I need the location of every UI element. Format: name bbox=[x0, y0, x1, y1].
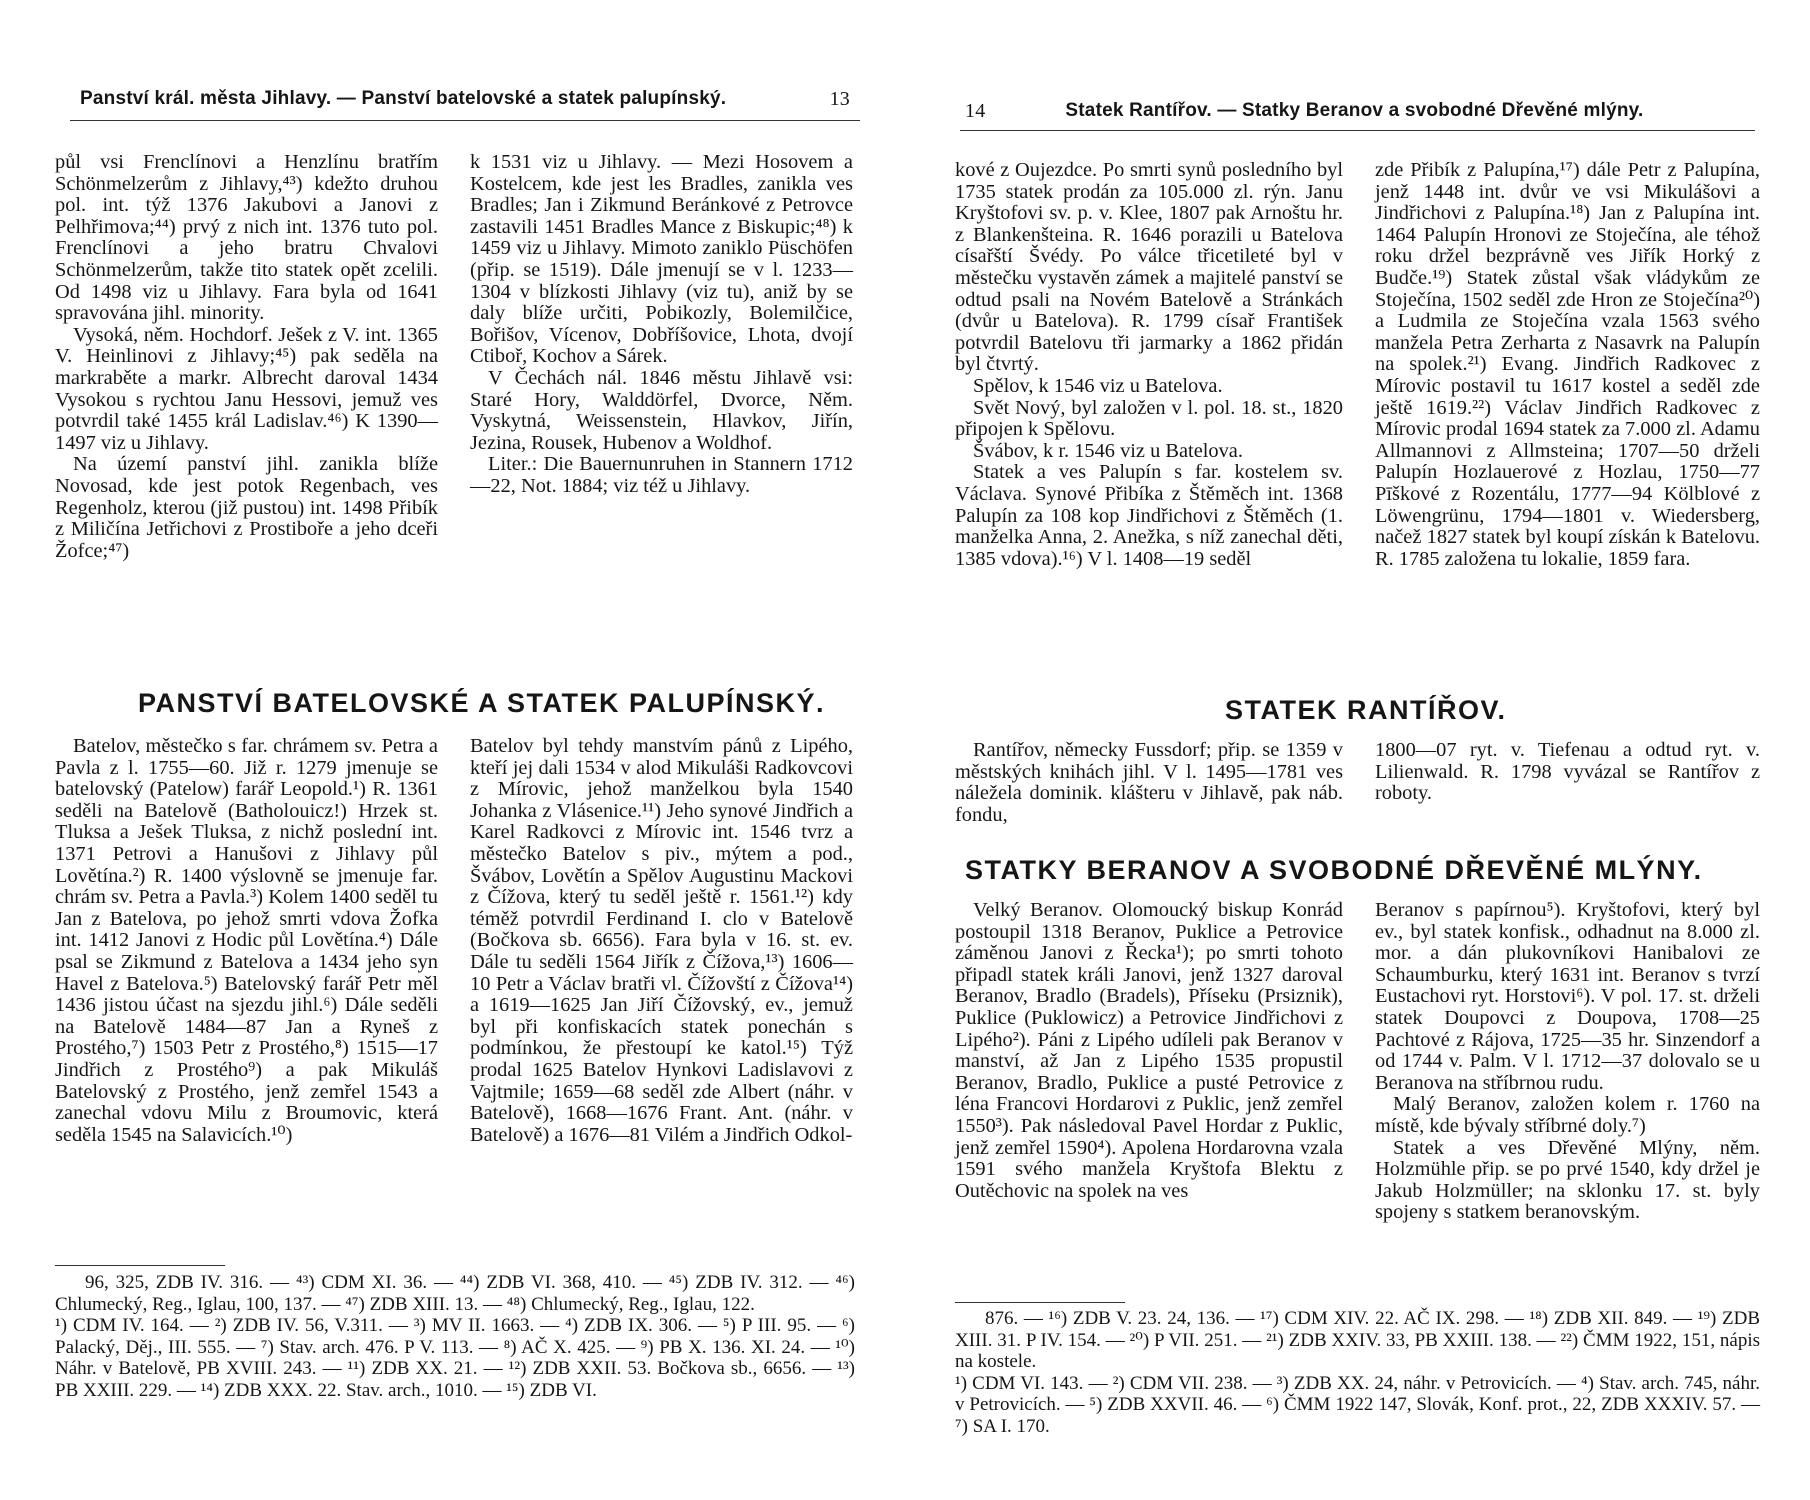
header-rule bbox=[70, 120, 860, 121]
footnote-block: ¹) CDM IV. 164. — ²) ZDB IV. 56, V.311. — ³) MV II. 1663. — ⁴) ZDB IX. 306. — ⁵) P III. 95. — ⁶) Palacký, Děj., III. 555. — ⁷) Stav. arch. 476. P V. 113. — ⁸) AČ X. 425. — ⁹) PB X. 136. XI. 24. — ¹⁰) Náhr. v Batelově, PB XVIII. 243. — ¹¹) ZDB XX. 21. — ¹²) ZDB XXII. 53. Bočkova sb., 6656. — ¹³) PB XXIII. 229. — ¹⁴) ZDB XXX. 22. Stav. arch., 1010. — ¹⁵) ZDB VI. bbox=[55, 1315, 855, 1401]
footnote-rule bbox=[55, 1265, 225, 1266]
paragraph-drevene-mlyny: Statek a ves Dřevěné Mlýny, něm. Holzmühle přip. se po prvé 1540, kdy držel je Jakub Holzmüller; na sklonku 17. st. byly spojeny s statkem beranovským. bbox=[1375, 1136, 1760, 1224]
paragraph-svet-novy: Svět Nový, byl založen v l. pol. 18. st., 1820 připojen k Spělovu. bbox=[955, 396, 1343, 441]
footnotes-right bbox=[955, 1308, 1760, 1437]
running-head-left bbox=[80, 88, 850, 111]
running-head-right bbox=[965, 100, 1755, 123]
right-page bbox=[905, 0, 1810, 1500]
section-title-rantirov: STATEK RANTÍŘOV. bbox=[1225, 695, 1507, 725]
paragraph-batelov: Batelov, městečko s far. chrámem sv. Petra a Pavla z l. 1755—60. Již r. 1279 jmenuje se batelovský (Patelow) farář Leopold.¹) R. 1361 seděli na Batelově (Batholouicz!) Hrzek st. Tluksa a Ješek Tluksa, z nichž poslední int. 1371 Petrovi a Hanušovi z Jihlavy půl Lovětína.²) R. 1400 výslovně se jmenuje far. chrám sv. Petra a Pavla.³) Kolem 1400 seděl tu Jan z Batelova, po jehož smrti vdova Žofka int. 1412 Janovi z Hodic půl Lovětína.⁴) Dále psal se Zikmund z Batelova a 1434 jeho syn Havel z Batelova.⁵) Batelovský farář Petr měl 1436 jistou účast na sjezdu jihl.⁶) Dále seděli na Batelově 1484—87 Jan a Ryneš z Prostého,⁷) 1503 Petr z Prostého,⁸) 1515—17 Jindřich z Prostého⁹) a pak Mikuláš Batelovský z Prostého, jenž zemřel 1543 a zanechal vdovu Milu z Broumovic, která seděla 1545 na Salavicích.¹⁰) bbox=[55, 735, 438, 1146]
rantirov-column-1 bbox=[955, 740, 1343, 826]
paragraph-svabov: Švábov, k r. 1546 viz u Batelova. bbox=[973, 439, 1243, 462]
paragraph: Batelov byl tehdy manstvím pánů z Lipého, kteří jej dali 1534 v alod Mikuláši Radkovcovi z Mírovic, jehož manželkou byla 1540 Johanka z Vlásenice.¹¹) Jeho synové Jindřich a Karel Radkovci z Mírovic int. 1546 tvrz a městečko Batelov s piv., mýtem a pod., Švábov, Lovětín a Spělov Augustinu Mackovi z Čížova, který tu seděl ještě r. 1561.¹²) kdy téměž potvrdil Ferdinand I. clo v Batelově (Bočkova sb. 6656). Fara byla v 16. st. ev. Dále tu seděli 1564 Jiřík z Čížova,¹³) 1606—10 Petr a Václav bratři vl. Čížovští z Čížova¹⁴) a 1619—1625 Jan Jiří Čížovský, ev., jemuž byl při konfiskacích statek ponechán s podmínkou, že přestoupí ke katol.¹⁵) Týž prodal 1625 Batelov Hynkovi Ladislavovi z Vajtmile; 1659—68 seděl zde Albert (náhr. v Batelově), 1668—1676 Frant. Ant. (náhr. v Batelově) a 1676—81 Vilém a Jindřich Odkol- bbox=[470, 735, 853, 1146]
paragraph: zde Přibík z Palupína,¹⁷) dále Petr z Palupína, jenž 1448 int. dvůr ve vsi Mikulášovi a Jindřichovi z Palupína.¹⁸) Jan z Palupína int. 1464 Palupín Hronovi ze Stoječína, ale téhož roku držel bezprávně ves Jiřík Horký z Budče.¹⁹) Statek zůstal však vládykům ze Stoječína, 1502 seděl zde Hron ze Stoječína²⁰) a Ludmila ze Stoječína vzala 1563 svého manžela Petra Zerharta z Nasavrk na Palupín na spolek.²¹) Evang. Jindřich Radkovec z Mírovic postavil tu 1617 kostel a seděl zde ještě 1619.²²) Václav Jindřich Radkovec z Mírovic prodal 1694 statek za 7.000 zl. Adamu Allmannovi z Allmsteina; 1707—50 drželi Palupín Hozlauerové z Hozlau, 1750—77 Pīškové z Rozentálu, 1777—94 Kölblové z Löwengrünu, 1794—1801 v. Wiedersberg, načež 1827 statek byl koupí získán k Batelovu. R. 1785 založena tu lokalie, 1859 fara. bbox=[1375, 159, 1760, 570]
paragraph: Na území panství jihl. zanikla blíže Novosad, kde jest potok Regenbach, ves Regenholz, kterou (již pustou) int. 1498 Přibík z Miličína Jetřichovi z Prostiboře a jeho dceři Žofce;⁴⁷) bbox=[55, 453, 438, 562]
paragraph-velky-beranov: Velký Beranov. Olomoucký biskup Konrád postoupil 1318 Beranov, Puklice a Petrovice záměnou Janovi z Řecka¹); po smrti tohoto připadl statek králi Janovi, jenž 1327 daroval Beranov, Bradlo (Bradels), Příseku (Prsiznik), Puklice (Puklowicz) a Petrovice Jindřichovi z Lipého²). Páni z Lipého udíleli pak Beranov v manství, až Jan z Lipého 1535 propustil Beranov, Bradlo, Puklice a pusté Petrovice z léna Francovi Hordarovi z Puklic, jenž zemřel 1550³). Pak následoval Pavel Hordar z Puklic, jenž zemřel 1590⁴). Apolena Hordarovna vzala 1591 svého manžela Kryštofa Blektu z Outěchovic na spolek na ves bbox=[955, 899, 1343, 1202]
paragraph-vysoka: Vysoká, něm. Hochdorf. Ješek z V. int. 1365 V. Heinlinovi z Jihlavy;⁴⁵) pak seděla na markraběte a markr. Albrecht daroval 1434 Vysokou s rychtou Janu Hessovi, jemuž ves potvrdil také 1455 král Ladislav.⁴⁶) K 1390—1497 viz u Jihlavy. bbox=[55, 323, 438, 454]
paragraph-spelov: Spělov, k 1546 viz u Batelova. bbox=[973, 374, 1223, 397]
left-bottom-column-2 bbox=[470, 736, 853, 1146]
beranov-column-1 bbox=[955, 900, 1343, 1202]
rantirov-column-2 bbox=[1375, 740, 1760, 805]
left-bottom-column-1 bbox=[55, 736, 438, 1146]
paragraph-maly-beranov: Malý Beranov, založen kolem r. 1760 na místě, kde bývaly stříbrné doly.⁷) bbox=[1375, 1093, 1760, 1137]
paragraph-rantirov: Rantířov, německy Fussdorf; přip. se 1359 v městských knihách jihl. V l. 1495—1781 ves náležela dominik. klášteru v Jihlavě, pak náb. fondu, bbox=[955, 739, 1343, 826]
footnote-block: ¹) CDM VI. 143. — ²) CDM VII. 238. — ³) ZDB XX. 24, náhr. v Petrovicích. — ⁴) Stav. arch. 745, náhr. v Petrovicích. — ⁵) ZDB XXVII. 46. — ⁶) ČMM 1922 147, Slovák, Konf. prot., 22, ZDB XXXIV. 57. — ⁷) SA I. 170. bbox=[955, 1372, 1760, 1437]
right-top-column-1 bbox=[955, 160, 1343, 570]
running-head-title: Statek Rantířov. — Statky Beranov a svobodné Dřevěné mlýny. bbox=[1065, 100, 1644, 121]
paragraph: půl vsi Frenclínovi a Henzlínu bratřím Schönmelzerům z Jihlavy,⁴³) kdežto druhou pol. int. týž 1376 Jakubovi a Janovi z Pelhřimova;⁴⁴) prvý z nich int. 1376 tuto pol. Frenclínovi a jeho bratru Chvalovi Schönmelzerům, takže tito statek opět zcelili. Od 1498 viz u Jihlavy. Fara byla od 1641 spravována jihl. minority. bbox=[55, 151, 438, 325]
header-rule bbox=[960, 130, 1755, 131]
left-top-column-2 bbox=[470, 152, 853, 498]
paragraph: V Čechách nál. 1846 městu Jihlavě vsi: Staré Hory, Walddörfel, Dvorce, Něm. Vyskytná, Weissenstein, Hlavkov, Jiřín, Jezina, Rousek, Hubenov a Woldhof. bbox=[470, 366, 853, 454]
page-number: 14 bbox=[965, 100, 986, 122]
running-head-title: Panství král. města Jihlavy. — Panství batelovské a statek palupínský. bbox=[80, 88, 727, 109]
footnote-block: 876. — ¹⁶) ZDB V. 23. 24, 136. — ¹⁷) CDM XIV. 22. AČ IX. 298. — ¹⁸) ZDB XII. 849. — ¹⁹) ZDB XIII. 31. P IV. 154. — ²⁰) P VII. 251. — ²¹) ZDB XXIV. 33, PB XXIII. 138. — ²²) ČMM 1922, 151, nápis na kostele. bbox=[955, 1308, 1760, 1372]
paragraph: 1800—07 ryt. v. Tiefenau a odtud ryt. v. Lilienwald. R. 1798 vyvázal se Rantířov z roboty. bbox=[1375, 739, 1760, 805]
right-top-column-2 bbox=[1375, 160, 1760, 570]
footnote-block: 96, 325, ZDB IV. 316. — ⁴³) CDM XI. 36. — ⁴⁴) ZDB VI. 368, 410. — ⁴⁵) ZDB IV. 312. — ⁴⁶) Chlumecký, Reg., Iglau, 100, 137. — ⁴⁷) ZDB XIII. 13. — ⁴⁸) Chlumecký, Reg., Iglau, 122. bbox=[55, 1272, 855, 1315]
page-number: 13 bbox=[829, 88, 850, 110]
section-title-beranov: STATKY BERANOV A SVOBODNÉ DŘEVĚNÉ MLÝNY. bbox=[965, 855, 1703, 885]
section-title-batelov: PANSTVÍ BATELOVSKÉ A STATEK PALUPÍNSKÝ. bbox=[138, 688, 826, 718]
footnote-rule bbox=[955, 1302, 1125, 1303]
paragraph-literature: Liter.: Die Bauernunruhen in Stannern 1712—22, Not. 1884; viz též u Jihlavy. bbox=[470, 453, 853, 497]
paragraph: Beranov s papírnou⁵). Kryštofovi, který byl ev., byl statek konfisk., odhadnut na 8.000 zl. mor. a dán plukovníkovi Hanibalovi ze Schaumburku, který 1631 int. Beranov s tvrzí Eustachovi ryt. Horstovi⁶). V pol. 17. st. drželi statek Doupovci z Doupova, 1708—25 Pachtové z Rájova, 1725—35 hr. Sinzendorf a od 1744 v. Palm. V l. 1712—37 dolovalo se u Beranova na stříbrnou rudu. bbox=[1375, 899, 1760, 1094]
paragraph-palupin: Statek a ves Palupín s far. kostelem sv. Václava. Synové Přibíka z Štěměch int. 1368 Palupín za 108 kop Jindřichovi z Štěměch (1. manželka Anna, 2. Anežka, s níž zanechal děti, 1385 vdova).¹⁶) V l. 1408—19 seděl bbox=[955, 461, 1343, 570]
left-top-column-1 bbox=[55, 152, 438, 562]
beranov-column-2 bbox=[1375, 900, 1760, 1224]
footnotes-left bbox=[55, 1272, 855, 1401]
paragraph: kové z Oujezdce. Po smrti synů posledního byl 1735 statek prodán za 105.000 zl. rýn. Janu Kryštofovi sv. p. v. Klee, 1807 pak Arnoštu hr. z Blankenšteina. R. 1646 porazili u Batelova císařští Švédy. Po válce třicetileté byl v městečku vystavěn zámek a majitelé panství se odtud psali na Novém Batelově a Stránkách (dvůr u Batelova). R. 1799 císař František potvrdil Batelovu tři jarmarky a 1862 přidán byl čtvrtý. bbox=[955, 159, 1343, 376]
paragraph: k 1531 viz u Jihlavy. — Mezi Hosovem a Kostelcem, kde jest les Bradles, zanikla ves Bradles; Jan i Zikmund Beránkové z Petrovce zastavili 1451 Bradles Mance z Biskupic;⁴⁸) k 1459 viz u Jihlavy. Mimoto zaniklo Püschöfen (přip. se 1519). Dále jmenují se v l. 1233—1304 v blízkosti Jihlavy (viz tu), aniž by se daly blíže určiti, Pobikozly, Bolemilčice, Bořišov, Vícenov, Dobříšovice, Lhota, dvojí Ctiboř, Kochov a Sárek. bbox=[470, 151, 853, 368]
